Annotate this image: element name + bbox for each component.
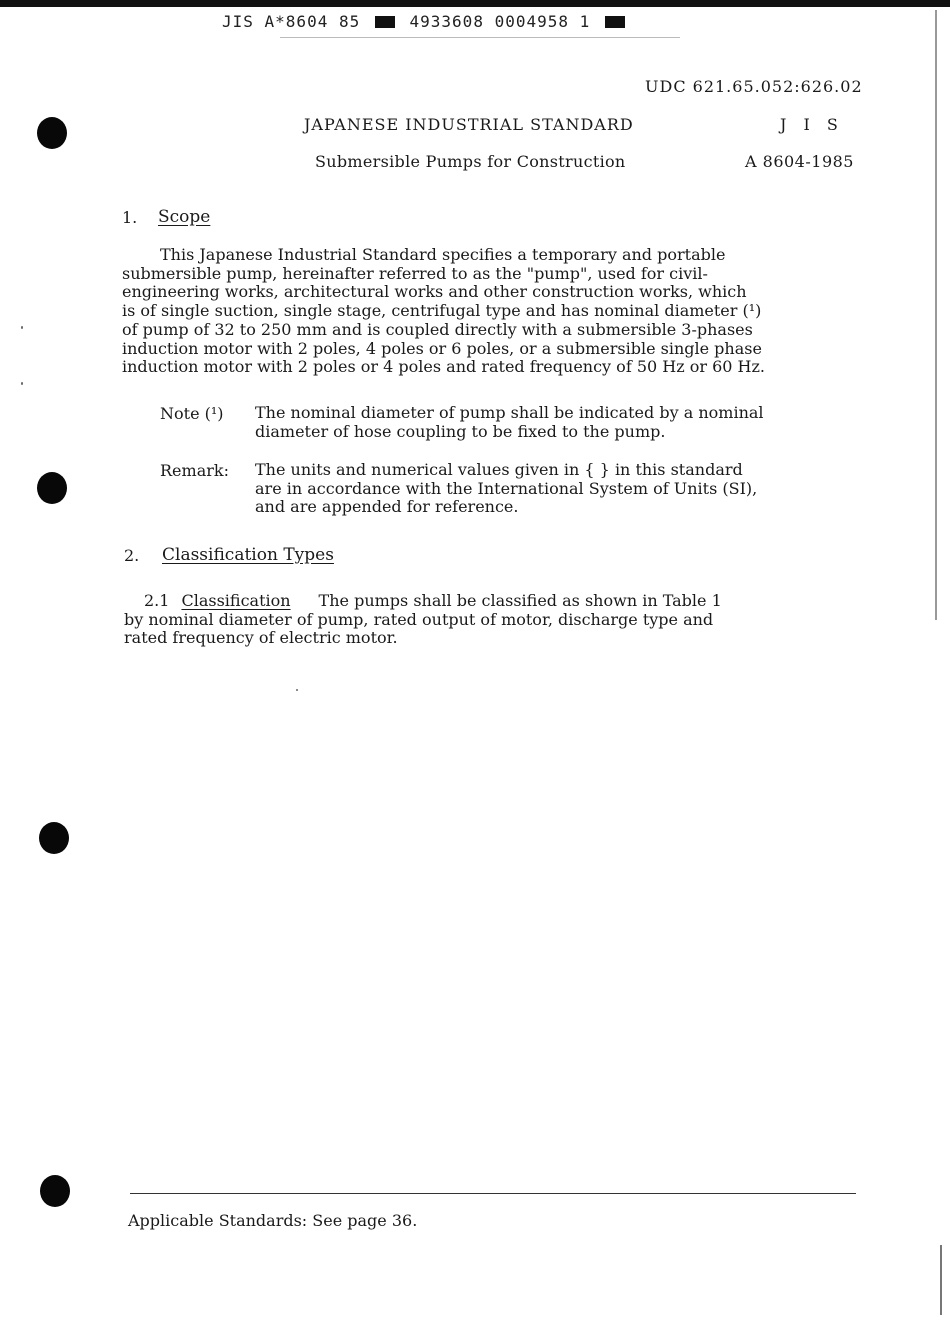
section-2-title: Classification Types <box>162 545 334 565</box>
remark-line: and are appended for reference. <box>255 497 519 517</box>
scan-header-left: JIS A*8604 85 <box>222 12 361 31</box>
remark-text <box>255 461 855 517</box>
paragraph-line: is of single suction, single stage, centrifugal type and has nominal diameter (¹) <box>122 301 762 321</box>
standard-number: A 8604-1985 <box>745 152 854 171</box>
paragraph-line: engineering works, architectural works and other construction works, which <box>122 282 747 302</box>
remark-label: Remark: <box>160 461 229 480</box>
binder-hole <box>39 822 69 854</box>
note-line: The nominal diameter of pump shall be indicated by a nominal <box>255 403 764 422</box>
scan-header-underline <box>280 37 680 38</box>
classification-first-line <box>124 592 824 611</box>
scan-speck <box>21 382 23 385</box>
black-marker-block <box>605 16 625 28</box>
footer-rule <box>130 1193 856 1194</box>
scan-top-edge <box>0 0 950 7</box>
applicable-standards-footnote: Applicable Standards: See page 36. <box>128 1211 418 1230</box>
standard-title: JAPANESE INDUSTRIAL STANDARD <box>304 115 634 134</box>
paragraph-line: by nominal diameter of pump, rated output of motor, discharge type and <box>124 609 714 629</box>
scan-speck <box>21 326 23 329</box>
scan-edge-line <box>940 1245 942 1315</box>
scan-edge-line <box>935 10 937 620</box>
subsection-heading: Classification <box>181 591 291 610</box>
scope-paragraph <box>122 246 852 377</box>
black-marker-block <box>375 16 395 28</box>
remark-line: are in accordance with the International System of Units (SI), <box>255 478 758 498</box>
subsection-number: 2.1 <box>144 591 170 610</box>
note-line: diameter of hose coupling to be fixed to the pump. <box>255 421 666 441</box>
paragraph-line: of pump of 32 to 250 mm and is coupled directly with a submersible 3-phases <box>122 319 753 339</box>
binder-hole <box>40 1175 70 1207</box>
scan-header-code <box>222 12 629 31</box>
paragraph-line: induction motor with 2 poles or 4 poles and rated frequency of 50 Hz or 60 Hz. <box>122 357 766 377</box>
note-label: Note (¹) <box>160 404 224 423</box>
binder-hole <box>37 472 67 504</box>
remark-line: The units and numerical values given in { } in this standard <box>255 460 743 479</box>
section-2-number: 2. <box>124 546 140 565</box>
udc-code: UDC 621.65.052:626.02 <box>645 77 863 96</box>
note-text <box>255 404 855 441</box>
scan-speck <box>296 689 298 691</box>
paragraph-line: submersible pump, hereinafter referred to as the "pump", used for civil- <box>122 263 708 283</box>
classification-paragraph <box>124 592 824 648</box>
classification-text: The pumps shall be classified as shown in Table 1 <box>318 591 722 610</box>
paragraph-line: induction motor with 2 poles, 4 poles or 6 poles, or a submersible single phase <box>122 338 762 358</box>
paragraph-line: This Japanese Industrial Standard specifies a temporary and portable <box>160 245 726 264</box>
paragraph-line: rated frequency of electric motor. <box>124 628 398 648</box>
binder-hole <box>37 117 67 149</box>
scan-header-right: 4933608 0004958 1 <box>409 12 591 31</box>
jis-label: J I S <box>780 115 844 134</box>
section-1-number: 1. <box>122 208 138 227</box>
document-subtitle: Submersible Pumps for Construction <box>315 152 626 171</box>
section-1-title: Scope <box>158 207 211 227</box>
